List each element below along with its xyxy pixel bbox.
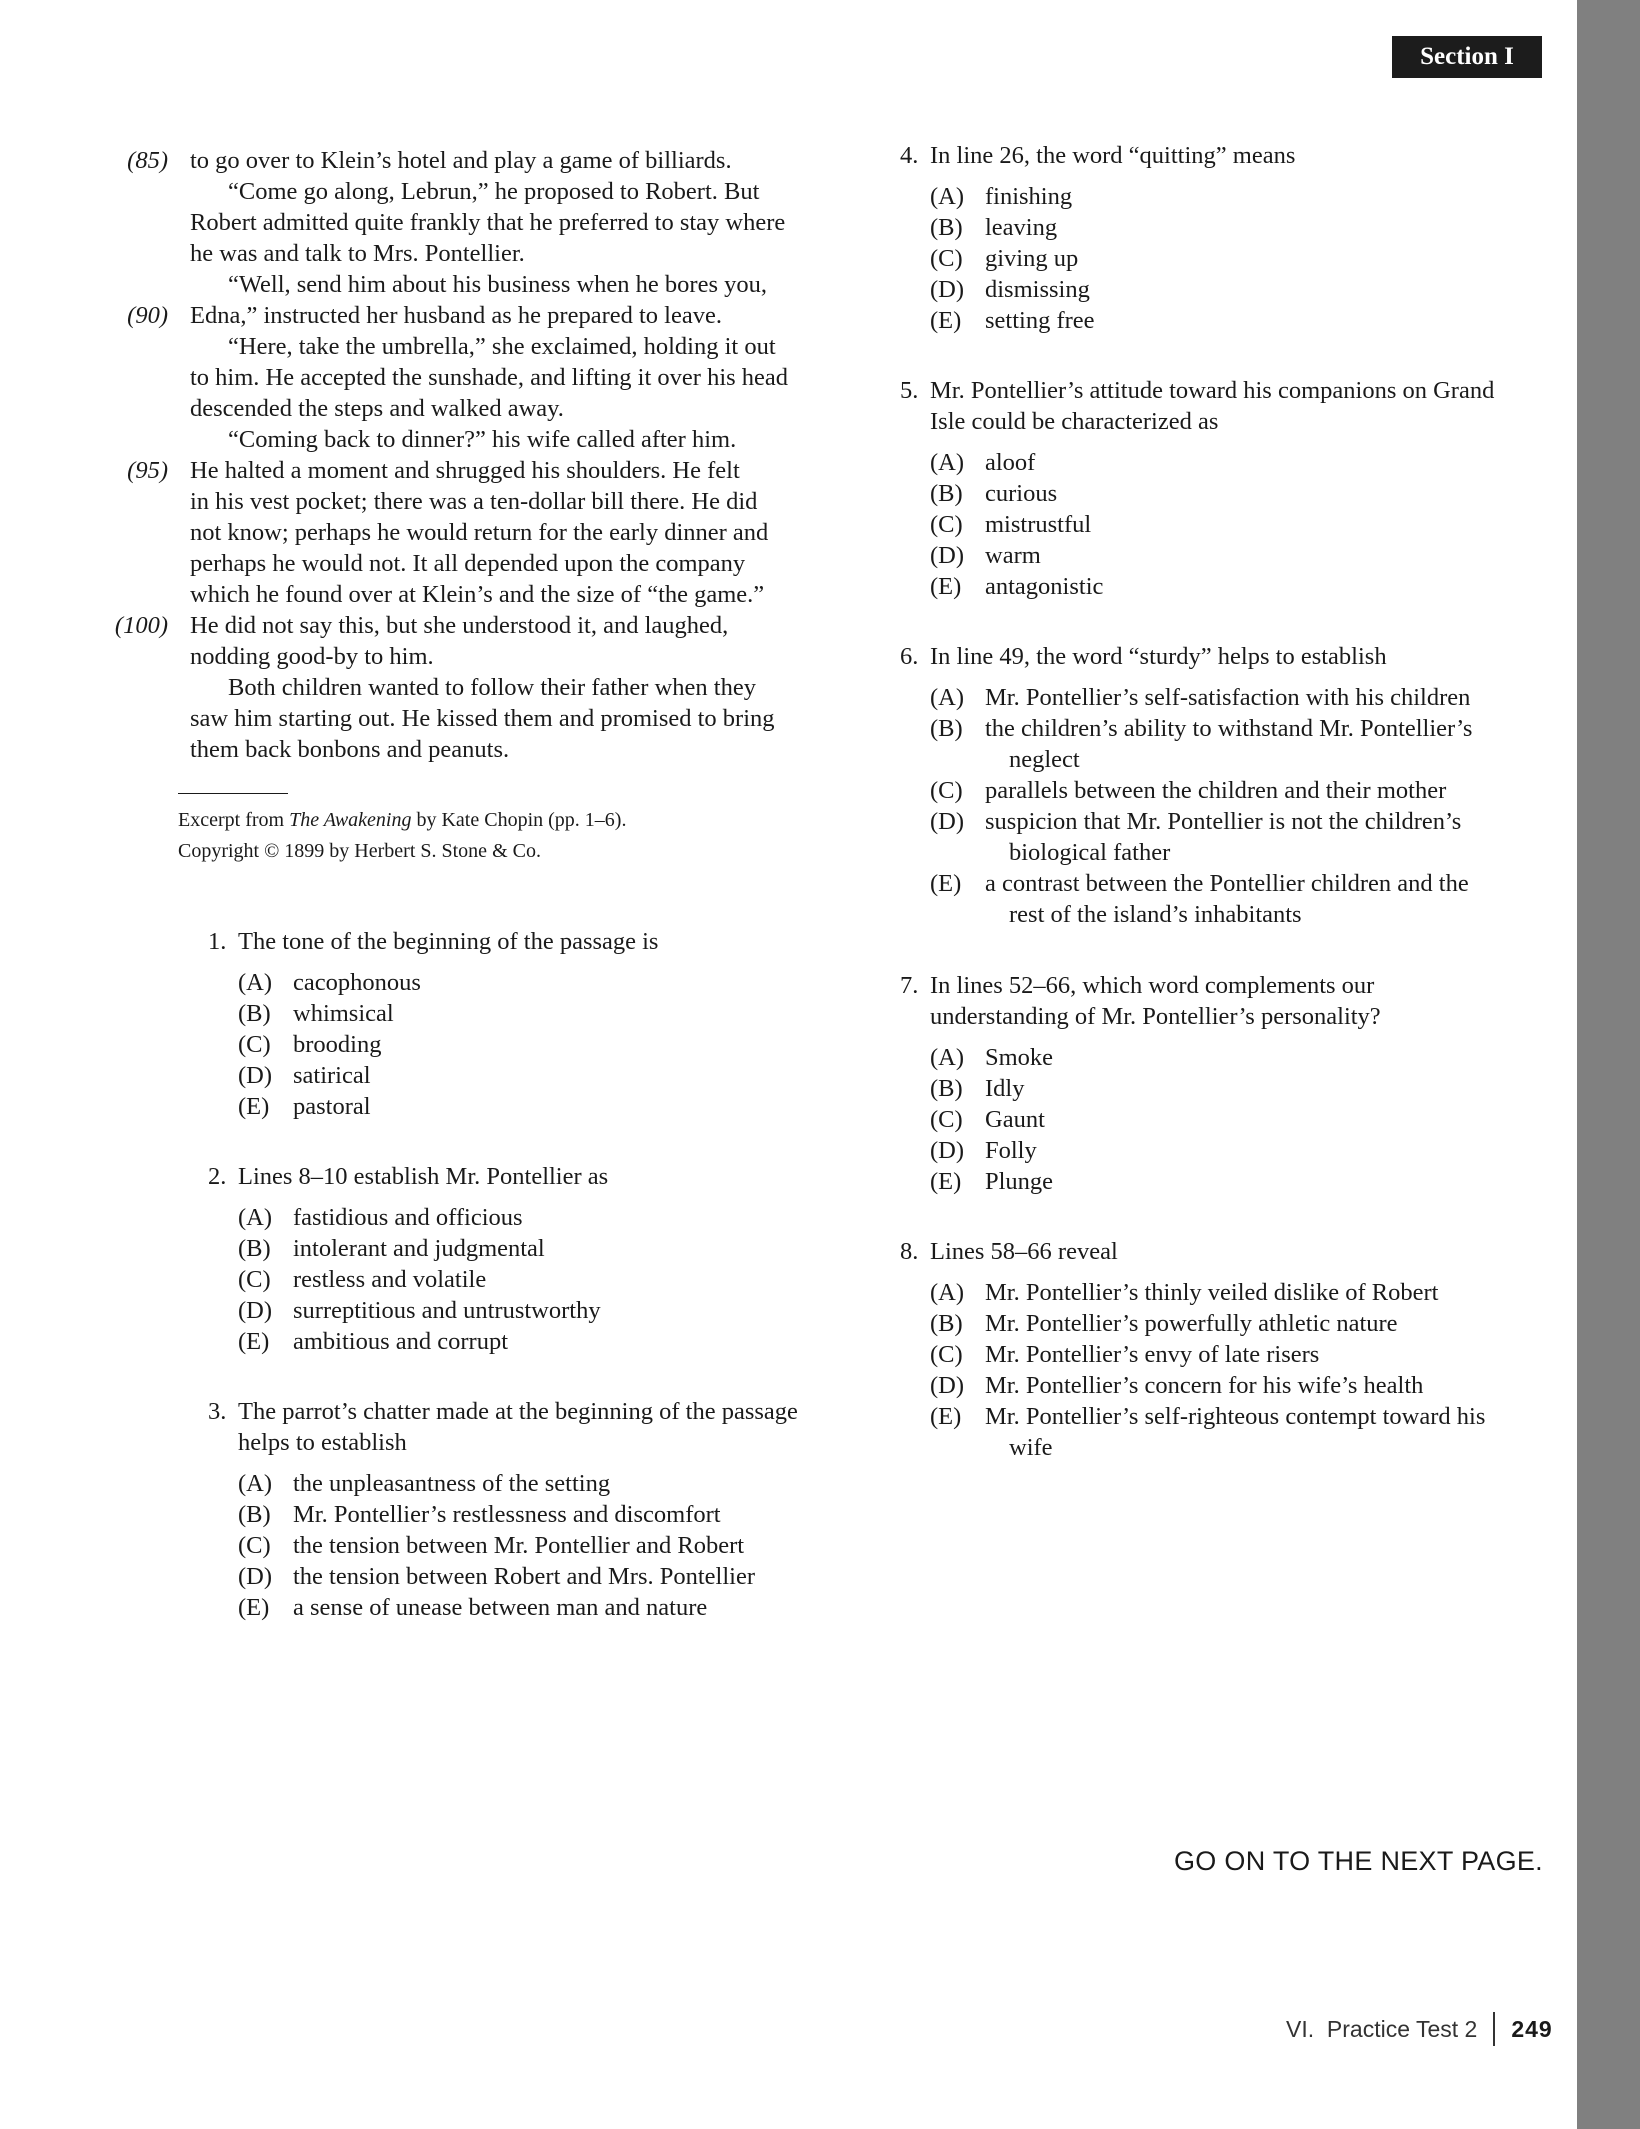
question-8	[900, 1236, 1485, 1463]
option-label: (B)	[930, 1310, 963, 1337]
answer-option[interactable]	[238, 1530, 798, 1561]
option-label: (C)	[238, 1266, 271, 1293]
option-text: leaving	[985, 214, 1058, 241]
question-stem-cont: understanding of Mr. Pontellier’s personality?	[930, 1003, 1381, 1030]
option-label: (A)	[930, 1279, 965, 1306]
answer-option[interactable]	[238, 1091, 658, 1122]
answer-option[interactable]	[930, 478, 1494, 509]
passage-line: “Well, send him about his business when he bores you,	[228, 271, 767, 298]
option-text: Smoke	[985, 1044, 1054, 1071]
option-label: (E)	[930, 573, 962, 600]
option-label: (B)	[238, 1235, 271, 1262]
option-label: (C)	[930, 777, 963, 804]
question-number: 3.	[208, 1398, 227, 1425]
answer-option[interactable]	[930, 1073, 1381, 1104]
option-label: (B)	[238, 1501, 271, 1528]
option-label: (B)	[930, 1075, 963, 1102]
option-text: brooding	[293, 1031, 382, 1058]
question-7	[900, 970, 1381, 1197]
passage-line: Edna,” instructed her husband as he prepared to leave.	[190, 302, 722, 329]
option-text: Mr. Pontellier’s self-righteous contempt toward his	[985, 1403, 1486, 1430]
option-text: Mr. Pontellier’s envy of late risers	[985, 1341, 1320, 1368]
option-text: suspicion that Mr. Pontellier is not the children’s	[985, 808, 1462, 835]
option-label: (E)	[930, 1168, 962, 1195]
option-text: Mr. Pontellier’s thinly veiled dislike of Robert	[985, 1279, 1439, 1306]
go-on-notice: GO ON TO THE NEXT PAGE.	[1174, 1846, 1543, 1876]
answer-option[interactable]	[930, 1308, 1485, 1339]
option-label: (E)	[930, 870, 962, 897]
answer-option[interactable]	[930, 1042, 1381, 1073]
passage-line: He halted a moment and shrugged his shoulders. He felt	[190, 457, 740, 484]
question-number: 1.	[208, 928, 227, 955]
question-stem-cont: Isle could be characterized as	[930, 408, 1219, 435]
line-number: (95)	[127, 457, 168, 484]
option-label: (B)	[930, 214, 963, 241]
line-number: (90)	[127, 302, 168, 329]
option-text: the children’s ability to withstand Mr. Pontellier’s	[985, 715, 1473, 742]
answer-option[interactable]	[238, 1202, 608, 1233]
option-label: (D)	[930, 1137, 965, 1164]
option-text-cont: rest of the island’s inhabitants	[1009, 901, 1302, 928]
option-label: (D)	[930, 808, 965, 835]
answer-option[interactable]	[930, 1166, 1381, 1197]
answer-option[interactable]	[930, 540, 1494, 571]
option-text: Gaunt	[985, 1106, 1045, 1133]
option-text-cont: neglect	[1009, 746, 1080, 773]
side-bar	[1577, 0, 1640, 2129]
passage-line: which he found over at Klein’s and the size of “the game.”	[190, 581, 765, 608]
footer-divider	[1493, 2012, 1495, 2046]
option-text: Plunge	[985, 1168, 1054, 1195]
answer-option[interactable]	[930, 181, 1295, 212]
question-3	[208, 1396, 798, 1623]
source-copyright: Copyright © 1899 by Herbert S. Stone & Co.	[178, 840, 541, 862]
option-label: (A)	[930, 449, 965, 476]
option-label: (A)	[930, 1044, 965, 1071]
option-text: the unpleasantness of the setting	[293, 1470, 611, 1497]
option-text-cont: wife	[1009, 1434, 1053, 1461]
question-number: 8.	[900, 1238, 919, 1265]
question-stem: The tone of the beginning of the passage is	[238, 928, 659, 955]
option-text: parallels between the children and their mother	[985, 777, 1447, 804]
option-label: (B)	[930, 480, 963, 507]
option-label: (B)	[930, 715, 963, 742]
answer-option[interactable]	[238, 1561, 798, 1592]
option-text: Mr. Pontellier’s concern for his wife’s health	[985, 1372, 1424, 1399]
answer-option[interactable]	[238, 1295, 608, 1326]
question-number: 4.	[900, 142, 919, 169]
question-1	[208, 926, 658, 1122]
line-number: (100)	[114, 612, 168, 639]
answer-option[interactable]	[930, 1401, 1485, 1463]
footer-section: VI. Practice Test 2	[1286, 2015, 1478, 2042]
passage-line: saw him starting out. He kissed them and promised to bring	[190, 705, 775, 732]
answer-option[interactable]	[930, 1277, 1485, 1308]
answer-option[interactable]	[238, 1060, 658, 1091]
option-text: the tension between Mr. Pontellier and Robert	[293, 1532, 745, 1559]
question-stem: Lines 8–10 establish Mr. Pontellier as	[238, 1163, 609, 1190]
option-text: intolerant and judgmental	[293, 1235, 545, 1262]
option-text: antagonistic	[985, 573, 1104, 600]
option-label: (B)	[238, 1000, 271, 1027]
option-text: whimsical	[293, 1000, 394, 1027]
question-stem: In lines 52–66, which word complements our	[930, 972, 1375, 999]
option-text: pastoral	[293, 1093, 371, 1120]
passage-line: “Here, take the umbrella,” she exclaimed, holding it out	[228, 333, 776, 360]
option-label: (E)	[238, 1594, 270, 1621]
option-text: cacophonous	[293, 969, 421, 996]
question-4	[900, 140, 1295, 336]
option-label: (C)	[930, 1106, 963, 1133]
option-label: (A)	[238, 1470, 273, 1497]
question-number: 6.	[900, 643, 919, 670]
question-5	[900, 375, 1494, 602]
answer-option[interactable]	[930, 571, 1494, 602]
option-text: ambitious and corrupt	[293, 1328, 509, 1355]
option-text: restless and volatile	[293, 1266, 487, 1293]
option-label: (A)	[238, 969, 273, 996]
option-label: (C)	[238, 1532, 271, 1559]
question-2	[208, 1161, 608, 1357]
answer-option[interactable]	[238, 998, 658, 1029]
passage-line: perhaps he would not. It all depended upon the company	[190, 550, 746, 577]
passage-line: to go over to Klein’s hotel and play a game of billiards.	[190, 147, 732, 174]
answer-option[interactable]	[930, 682, 1472, 713]
passage-line: in his vest pocket; there was a ten-dollar bill there. He did	[190, 488, 758, 515]
option-label: (D)	[238, 1563, 273, 1590]
answer-option[interactable]	[930, 1370, 1485, 1401]
question-stem: The parrot’s chatter made at the beginning of the passage	[238, 1398, 798, 1425]
page-footer	[1286, 2012, 1553, 2046]
option-label: (C)	[930, 511, 963, 538]
passage-line: descended the steps and walked away.	[190, 395, 564, 422]
line-number: (85)	[127, 147, 168, 174]
answer-option[interactable]	[930, 1104, 1381, 1135]
passage-line: Robert admitted quite frankly that he preferred to stay where	[190, 209, 786, 236]
option-text: a sense of unease between man and nature	[293, 1594, 708, 1621]
answer-option[interactable]	[930, 212, 1295, 243]
option-text: mistrustful	[985, 511, 1092, 538]
option-label: (D)	[930, 276, 965, 303]
answer-option[interactable]	[930, 775, 1472, 806]
option-label: (D)	[930, 542, 965, 569]
question-stem: Lines 58–66 reveal	[930, 1238, 1118, 1265]
option-text: Folly	[985, 1137, 1037, 1164]
question-stem: Mr. Pontellier’s attitude toward his companions on Grand	[930, 377, 1495, 404]
option-text: Mr. Pontellier’s self-satisfaction with his children	[985, 684, 1471, 711]
option-text: warm	[985, 542, 1041, 569]
option-label: (E)	[930, 307, 962, 334]
answer-option[interactable]	[238, 967, 658, 998]
question-number: 7.	[900, 972, 919, 999]
option-text: dismissing	[985, 276, 1090, 303]
option-label: (D)	[238, 1297, 273, 1324]
answer-option[interactable]	[238, 1592, 798, 1623]
question-number: 2.	[208, 1163, 227, 1190]
section-label: Section I	[1392, 36, 1542, 78]
passage-line: them back bonbons and peanuts.	[190, 736, 510, 763]
passage-line: Both children wanted to follow their father when they	[228, 674, 756, 701]
question-stem: In line 49, the word “sturdy” helps to establish	[930, 643, 1387, 670]
answer-option[interactable]	[930, 305, 1295, 336]
option-text: finishing	[985, 183, 1073, 210]
answer-option[interactable]	[930, 447, 1494, 478]
option-text: the tension between Robert and Mrs. Pontellier	[293, 1563, 755, 1590]
passage-line: He did not say this, but she understood it, and laughed,	[190, 612, 729, 639]
option-text: setting free	[985, 307, 1095, 334]
passage-line: “Come go along, Lebrun,” he proposed to Robert. But	[228, 178, 760, 205]
source-divider	[178, 793, 288, 794]
option-label: (D)	[238, 1062, 273, 1089]
question-stem: In line 26, the word “quitting” means	[930, 142, 1296, 169]
answer-option[interactable]	[238, 1468, 798, 1499]
passage-line: “Coming back to dinner?” his wife called after him.	[228, 426, 737, 453]
answer-option[interactable]	[930, 274, 1295, 305]
option-text: a contrast between the Pontellier children and the	[985, 870, 1469, 897]
passage-line: not know; perhaps he would return for the early dinner and	[190, 519, 769, 546]
passage-line: he was and talk to Mrs. Pontellier.	[190, 240, 525, 267]
option-text: Mr. Pontellier’s restlessness and discomfort	[293, 1501, 721, 1528]
answer-option[interactable]	[930, 806, 1472, 868]
passage-line: nodding good-by to him.	[190, 643, 434, 670]
source-citation	[178, 805, 626, 867]
question-stem-cont: helps to establish	[238, 1429, 407, 1456]
option-text: curious	[985, 480, 1058, 507]
option-text-cont: biological father	[1009, 839, 1171, 866]
page-number: 249	[1511, 2015, 1553, 2042]
option-label: (A)	[238, 1204, 273, 1231]
option-label: (E)	[238, 1093, 270, 1120]
option-label: (E)	[930, 1403, 962, 1430]
option-label: (C)	[238, 1031, 271, 1058]
option-label: (E)	[238, 1328, 270, 1355]
option-text: Mr. Pontellier’s powerfully athletic nature	[985, 1310, 1398, 1337]
answer-option[interactable]	[930, 1339, 1485, 1370]
option-text: surreptitious and untrustworthy	[293, 1297, 601, 1324]
answer-option[interactable]	[930, 868, 1472, 930]
answer-option[interactable]	[930, 713, 1472, 775]
answer-option[interactable]	[238, 1326, 608, 1357]
option-label: (D)	[930, 1372, 965, 1399]
option-text: satirical	[293, 1062, 371, 1089]
answer-option[interactable]	[238, 1499, 798, 1530]
option-label: (A)	[930, 183, 965, 210]
option-text: aloof	[985, 449, 1036, 476]
answer-option[interactable]	[238, 1029, 658, 1060]
option-text: fastidious and officious	[293, 1204, 523, 1231]
option-label: (C)	[930, 245, 963, 272]
source-prefix: Excerpt from	[178, 809, 290, 831]
source-suffix: by Kate Chopin (pp. 1–6).	[411, 809, 627, 831]
passage-line: to him. He accepted the sunshade, and lifting it over his head	[190, 364, 789, 391]
option-text: giving up	[985, 245, 1079, 272]
source-title: The Awakening	[289, 809, 412, 831]
option-text: Idly	[985, 1075, 1025, 1102]
answer-option[interactable]	[930, 509, 1494, 540]
answer-option[interactable]	[930, 1135, 1381, 1166]
option-label: (C)	[930, 1341, 963, 1368]
question-number: 5.	[900, 377, 919, 404]
question-6	[900, 641, 1472, 930]
option-label: (A)	[930, 684, 965, 711]
answer-option[interactable]	[930, 243, 1295, 274]
answer-option[interactable]	[238, 1264, 608, 1295]
answer-option[interactable]	[238, 1233, 608, 1264]
